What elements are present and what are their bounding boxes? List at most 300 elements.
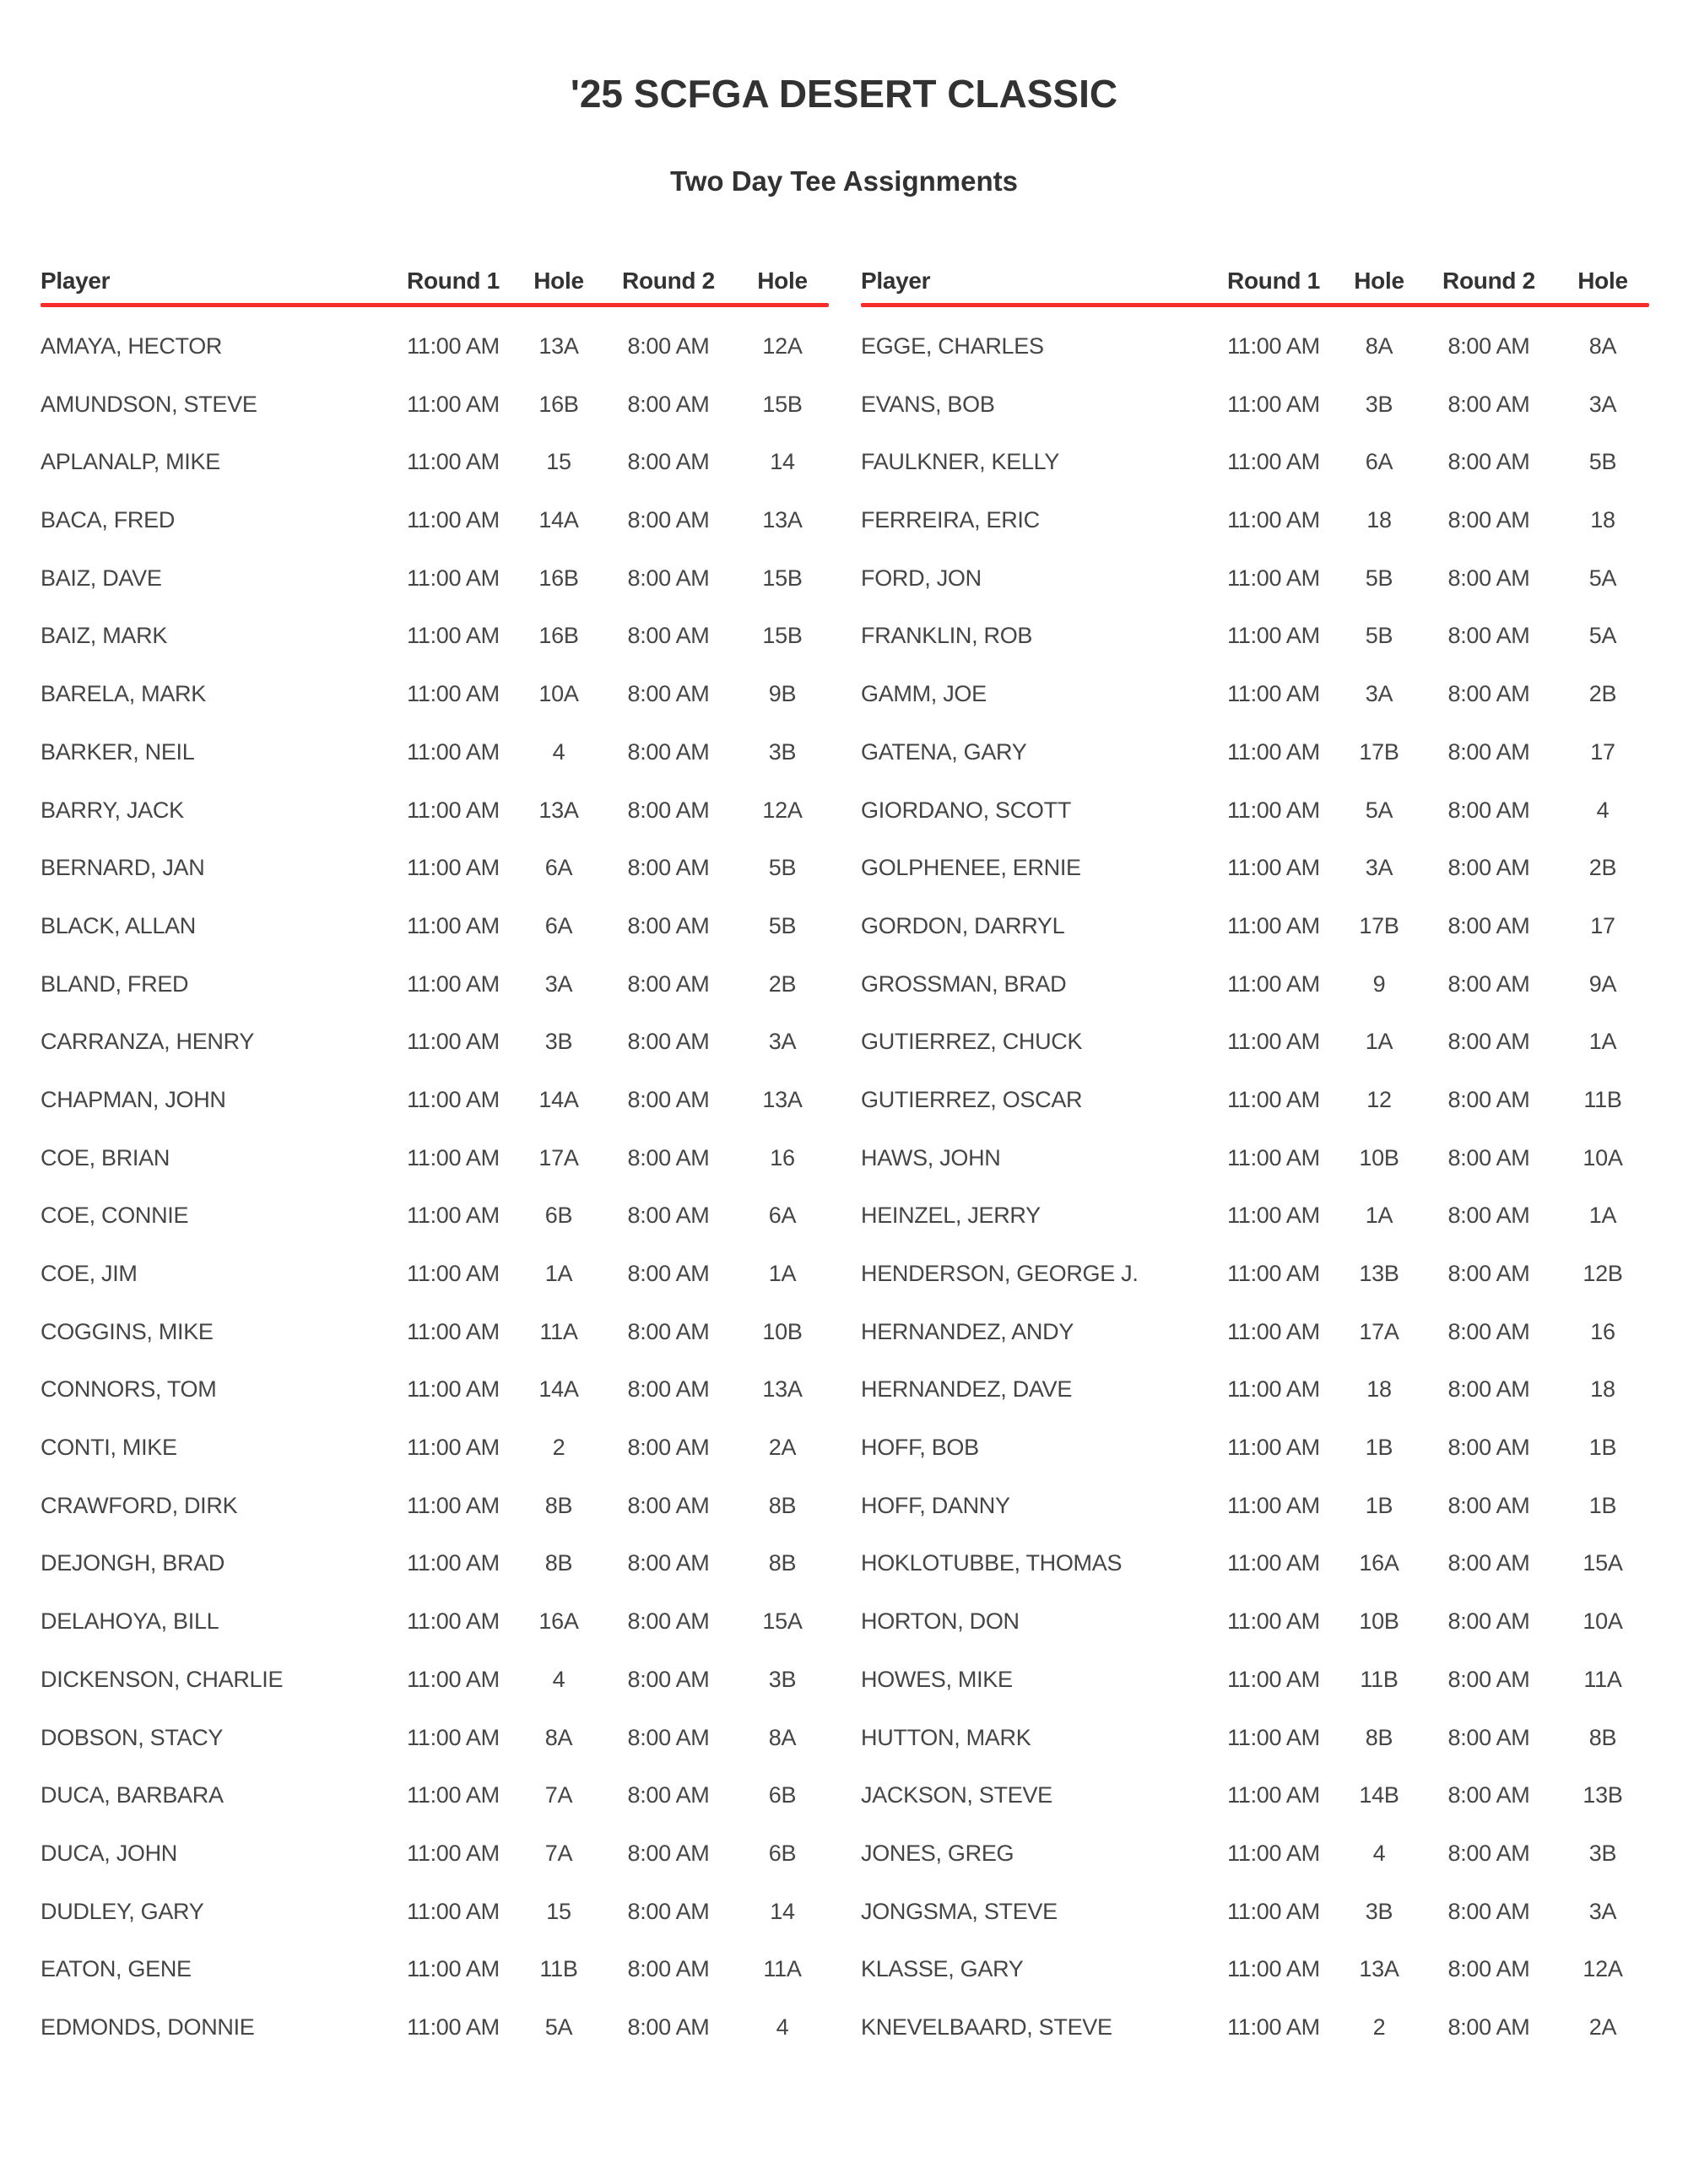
round2-time: 8:00 AM bbox=[1447, 738, 1530, 765]
round1-hole: 13A bbox=[538, 797, 579, 823]
left-table-header bbox=[41, 268, 829, 295]
round1-time: 11:00 AM bbox=[1227, 391, 1320, 417]
round2-hole: 3B bbox=[768, 1666, 797, 1692]
round1-hole: 2 bbox=[552, 1435, 565, 1461]
round2-hole: 11A bbox=[763, 1956, 802, 1982]
table-row bbox=[861, 317, 1649, 376]
header-hole2: Hole bbox=[757, 268, 808, 294]
round1-hole: 14A bbox=[538, 1376, 579, 1403]
round2-hole: 2A bbox=[768, 1435, 797, 1461]
round2-time: 8:00 AM bbox=[627, 738, 710, 765]
round2-hole: 8A bbox=[1588, 333, 1617, 359]
header-hole1: Hole bbox=[533, 268, 584, 294]
round1-hole: 5A bbox=[1365, 797, 1393, 823]
player-name: GAMM, JOE bbox=[861, 681, 987, 707]
round2-time: 8:00 AM bbox=[1447, 1144, 1530, 1170]
player-name: GIORDANO, SCOTT bbox=[861, 797, 1072, 823]
round2-time: 8:00 AM bbox=[627, 2014, 710, 2040]
round1-hole: 11B bbox=[539, 1956, 578, 1982]
round2-hole: 8A bbox=[768, 1724, 797, 1750]
player-name: HERNANDEZ, ANDY bbox=[861, 1318, 1074, 1344]
round2-hole: 18 bbox=[1590, 507, 1615, 533]
round1-hole: 16B bbox=[538, 565, 579, 591]
table-row bbox=[41, 1187, 829, 1246]
table-row bbox=[861, 491, 1649, 549]
round1-hole: 13A bbox=[1359, 1956, 1399, 1982]
round2-hole: 6B bbox=[768, 1840, 797, 1866]
table-row bbox=[41, 723, 829, 781]
round2-time: 8:00 AM bbox=[627, 797, 710, 823]
round1-hole: 3A bbox=[544, 970, 573, 997]
table-row bbox=[41, 1883, 829, 1941]
round1-time: 11:00 AM bbox=[1227, 1086, 1320, 1112]
table-row bbox=[861, 1477, 1649, 1535]
round1-time: 11:00 AM bbox=[1227, 333, 1320, 359]
round2-hole: 9B bbox=[768, 681, 797, 707]
round2-time: 8:00 AM bbox=[627, 507, 710, 533]
round1-time: 11:00 AM bbox=[407, 565, 500, 591]
round2-hole: 13A bbox=[762, 507, 803, 533]
table-row bbox=[41, 1998, 829, 2057]
round2-time: 8:00 AM bbox=[1447, 565, 1530, 591]
player-name: EDMONDS, DONNIE bbox=[41, 2014, 255, 2040]
player-name: DOBSON, STACY bbox=[41, 1724, 224, 1750]
player-name: GUTIERREZ, CHUCK bbox=[861, 1029, 1083, 1055]
table-row bbox=[861, 1013, 1649, 1071]
round2-time: 8:00 AM bbox=[627, 1782, 710, 1808]
round2-hole: 10A bbox=[1582, 1144, 1623, 1170]
table-row bbox=[861, 1709, 1649, 1767]
header-round2: Round 2 bbox=[622, 268, 715, 294]
player-name: BACA, FRED bbox=[41, 507, 176, 533]
round1-time: 11:00 AM bbox=[407, 1144, 500, 1170]
round1-hole: 13A bbox=[538, 333, 579, 359]
round1-time: 11:00 AM bbox=[407, 1029, 500, 1055]
round1-time: 11:00 AM bbox=[1227, 1956, 1320, 1982]
round1-hole: 8B bbox=[544, 1492, 573, 1518]
round1-hole: 4 bbox=[552, 738, 565, 765]
round1-time: 11:00 AM bbox=[407, 1492, 500, 1518]
round1-time: 11:00 AM bbox=[1227, 970, 1320, 997]
table-row bbox=[41, 1071, 829, 1129]
table-row bbox=[861, 608, 1649, 666]
round2-hole: 8B bbox=[768, 1550, 797, 1576]
player-name: HOFF, BOB bbox=[861, 1435, 979, 1461]
table-row bbox=[41, 955, 829, 1014]
table-row bbox=[861, 1419, 1649, 1477]
table-row bbox=[41, 549, 829, 608]
player-name: GROSSMAN, BRAD bbox=[861, 970, 1067, 997]
player-name: HENDERSON, GEORGE J. bbox=[861, 1261, 1139, 1287]
round2-hole: 13B bbox=[1582, 1782, 1623, 1808]
player-name: BAIZ, MARK bbox=[41, 623, 168, 649]
round1-hole: 7A bbox=[544, 1782, 573, 1808]
round2-hole: 8B bbox=[1588, 1724, 1617, 1750]
round2-time: 8:00 AM bbox=[627, 1724, 710, 1750]
player-name: HEINZEL, JERRY bbox=[861, 1203, 1041, 1229]
player-name: BLAND, FRED bbox=[41, 970, 189, 997]
header-hole2: Hole bbox=[1577, 268, 1628, 294]
table-row bbox=[41, 1419, 829, 1477]
player-name: KNEVELBAARD, STEVE bbox=[861, 2014, 1112, 2040]
player-name: EVANS, BOB bbox=[861, 391, 995, 417]
round2-hole: 2B bbox=[768, 970, 797, 997]
round1-hole: 11A bbox=[539, 1318, 578, 1344]
table-row bbox=[861, 1592, 1649, 1651]
round1-time: 11:00 AM bbox=[407, 970, 500, 997]
round1-hole: 7A bbox=[544, 1840, 573, 1866]
round2-time: 8:00 AM bbox=[627, 912, 710, 938]
table-row bbox=[861, 1129, 1649, 1187]
round2-hole: 18 bbox=[1590, 1376, 1615, 1403]
table-row bbox=[861, 1245, 1649, 1303]
player-name: DUCA, BARBARA bbox=[41, 1782, 224, 1808]
round2-hole: 17 bbox=[1590, 912, 1615, 938]
header-round2: Round 2 bbox=[1442, 268, 1535, 294]
round1-time: 11:00 AM bbox=[407, 1376, 500, 1403]
player-name: HERNANDEZ, DAVE bbox=[861, 1376, 1073, 1403]
round2-hole: 3A bbox=[1588, 391, 1617, 417]
round2-hole: 13A bbox=[762, 1086, 803, 1112]
round1-time: 11:00 AM bbox=[407, 1261, 500, 1287]
round1-hole: 6A bbox=[544, 912, 573, 938]
round1-time: 11:00 AM bbox=[1227, 1203, 1320, 1229]
round2-hole: 12B bbox=[1582, 1261, 1623, 1287]
round1-time: 11:00 AM bbox=[407, 1724, 500, 1750]
round2-hole: 1B bbox=[1588, 1435, 1617, 1461]
round1-time: 11:00 AM bbox=[407, 449, 500, 475]
round1-hole: 10B bbox=[1359, 1608, 1399, 1635]
round1-hole: 6A bbox=[544, 855, 573, 881]
table-row bbox=[41, 491, 829, 549]
round1-time: 11:00 AM bbox=[407, 333, 500, 359]
player-name: BARKER, NEIL bbox=[41, 738, 195, 765]
round2-hole: 14 bbox=[770, 449, 795, 475]
round2-hole: 8B bbox=[768, 1492, 797, 1518]
table-row bbox=[41, 1825, 829, 1883]
round1-hole: 1B bbox=[1365, 1435, 1393, 1461]
player-name: CARRANZA, HENRY bbox=[41, 1029, 255, 1055]
round2-time: 8:00 AM bbox=[1447, 1318, 1530, 1344]
table-row bbox=[861, 1998, 1649, 2057]
round2-time: 8:00 AM bbox=[1447, 1898, 1530, 1924]
round1-time: 11:00 AM bbox=[1227, 1724, 1320, 1750]
round1-time: 11:00 AM bbox=[407, 912, 500, 938]
table-row bbox=[41, 317, 829, 376]
round1-hole: 17B bbox=[1359, 912, 1399, 938]
table-row bbox=[861, 434, 1649, 492]
round1-hole: 17A bbox=[538, 1144, 579, 1170]
round2-time: 8:00 AM bbox=[1447, 970, 1530, 997]
round2-hole: 2B bbox=[1588, 681, 1617, 707]
round2-hole: 3A bbox=[768, 1029, 797, 1055]
player-name: COGGINS, MIKE bbox=[41, 1318, 214, 1344]
table-row bbox=[861, 897, 1649, 955]
round1-time: 11:00 AM bbox=[407, 2014, 500, 2040]
round2-hole: 9A bbox=[1588, 970, 1617, 997]
table-row bbox=[861, 1766, 1649, 1825]
table-row bbox=[861, 1651, 1649, 1709]
round2-hole: 4 bbox=[776, 2014, 789, 2040]
round1-time: 11:00 AM bbox=[407, 681, 500, 707]
round1-hole: 12 bbox=[1366, 1086, 1392, 1112]
round2-time: 8:00 AM bbox=[1447, 1550, 1530, 1576]
round2-hole: 11A bbox=[1583, 1666, 1622, 1692]
round2-hole: 5B bbox=[768, 912, 797, 938]
round1-hole: 1A bbox=[544, 1261, 573, 1287]
round2-time: 8:00 AM bbox=[627, 1898, 710, 1924]
round2-time: 8:00 AM bbox=[627, 681, 710, 707]
round1-time: 11:00 AM bbox=[1227, 1666, 1320, 1692]
round1-hole: 3A bbox=[1365, 681, 1393, 707]
round1-hole: 3B bbox=[1365, 391, 1393, 417]
round1-time: 11:00 AM bbox=[407, 1956, 500, 1982]
table-row bbox=[41, 434, 829, 492]
round1-time: 11:00 AM bbox=[407, 1782, 500, 1808]
player-name: GUTIERREZ, OSCAR bbox=[861, 1086, 1083, 1112]
player-name: KLASSE, GARY bbox=[861, 1956, 1024, 1982]
round1-time: 11:00 AM bbox=[407, 1318, 500, 1344]
round2-time: 8:00 AM bbox=[627, 1840, 710, 1866]
table-row bbox=[41, 1592, 829, 1651]
round1-hole: 6A bbox=[1365, 449, 1393, 475]
round2-time: 8:00 AM bbox=[627, 391, 710, 417]
header-underline bbox=[41, 303, 829, 307]
right-table-rows bbox=[861, 317, 1649, 2057]
round2-time: 8:00 AM bbox=[1447, 1029, 1530, 1055]
round2-time: 8:00 AM bbox=[1447, 855, 1530, 881]
round1-time: 11:00 AM bbox=[1227, 507, 1320, 533]
round2-time: 8:00 AM bbox=[627, 1029, 710, 1055]
round1-hole: 5B bbox=[1365, 623, 1393, 649]
round1-time: 11:00 AM bbox=[407, 1203, 500, 1229]
header-player: Player bbox=[41, 268, 111, 294]
player-name: CONNORS, TOM bbox=[41, 1376, 217, 1403]
table-row bbox=[41, 608, 829, 666]
player-name: FAULKNER, KELLY bbox=[861, 449, 1060, 475]
round2-hole: 4 bbox=[1596, 797, 1610, 823]
player-name: DEJONGH, BRAD bbox=[41, 1550, 225, 1576]
round1-time: 11:00 AM bbox=[1227, 623, 1320, 649]
round1-hole: 5B bbox=[1365, 565, 1393, 591]
round1-hole: 8B bbox=[544, 1550, 573, 1576]
table-row bbox=[861, 376, 1649, 434]
round2-time: 8:00 AM bbox=[1447, 1376, 1530, 1403]
table-row bbox=[41, 1361, 829, 1419]
round1-time: 11:00 AM bbox=[407, 1435, 500, 1461]
round2-time: 8:00 AM bbox=[627, 1376, 710, 1403]
round1-time: 11:00 AM bbox=[1227, 1782, 1320, 1808]
table-row bbox=[861, 955, 1649, 1014]
player-name: COE, CONNIE bbox=[41, 1203, 189, 1229]
round1-hole: 6B bbox=[544, 1203, 573, 1229]
table-row bbox=[41, 1535, 829, 1593]
round2-hole: 11B bbox=[1583, 1086, 1622, 1112]
round2-hole: 2A bbox=[1588, 2014, 1617, 2040]
round2-hole: 2B bbox=[1588, 855, 1617, 881]
header-round1: Round 1 bbox=[1227, 268, 1320, 294]
round2-hole: 15A bbox=[762, 1608, 803, 1635]
player-name: CRAWFORD, DIRK bbox=[41, 1492, 238, 1518]
round2-hole: 1A bbox=[1588, 1203, 1617, 1229]
table-row bbox=[41, 1013, 829, 1071]
header-hole1: Hole bbox=[1354, 268, 1404, 294]
round2-hole: 3B bbox=[1588, 1840, 1617, 1866]
player-name: FORD, JON bbox=[861, 565, 982, 591]
header-player: Player bbox=[861, 268, 931, 294]
left-table-rows bbox=[41, 317, 829, 2057]
round1-hole: 8A bbox=[1365, 333, 1393, 359]
round2-time: 8:00 AM bbox=[627, 1144, 710, 1170]
player-name: BAIZ, DAVE bbox=[41, 565, 162, 591]
table-row bbox=[41, 1245, 829, 1303]
round2-time: 8:00 AM bbox=[627, 1550, 710, 1576]
round1-time: 11:00 AM bbox=[1227, 1144, 1320, 1170]
round1-hole: 10B bbox=[1359, 1144, 1399, 1170]
player-name: DICKENSON, CHARLIE bbox=[41, 1666, 284, 1692]
player-name: AMUNDSON, STEVE bbox=[41, 391, 257, 417]
table-row bbox=[41, 1129, 829, 1187]
player-name: HUTTON, MARK bbox=[861, 1724, 1031, 1750]
round1-time: 11:00 AM bbox=[1227, 1029, 1320, 1055]
round2-hole: 16 bbox=[770, 1144, 795, 1170]
player-name: HOFF, DANNY bbox=[861, 1492, 1010, 1518]
player-name: COE, BRIAN bbox=[41, 1144, 170, 1170]
round2-time: 8:00 AM bbox=[1447, 507, 1530, 533]
round1-time: 11:00 AM bbox=[407, 1898, 500, 1924]
player-name: EGGE, CHARLES bbox=[861, 333, 1044, 359]
round2-time: 8:00 AM bbox=[627, 1666, 710, 1692]
round1-hole: 16A bbox=[538, 1608, 579, 1635]
round1-time: 11:00 AM bbox=[1227, 738, 1320, 765]
table-row bbox=[861, 1303, 1649, 1361]
round1-time: 11:00 AM bbox=[407, 855, 500, 881]
round1-hole: 4 bbox=[552, 1666, 565, 1692]
round2-time: 8:00 AM bbox=[627, 565, 710, 591]
round2-time: 8:00 AM bbox=[627, 333, 710, 359]
round1-time: 11:00 AM bbox=[407, 1666, 500, 1692]
player-name: APLANALP, MIKE bbox=[41, 449, 220, 475]
round1-time: 11:00 AM bbox=[1227, 855, 1320, 881]
round1-time: 11:00 AM bbox=[1227, 1435, 1320, 1461]
round2-time: 8:00 AM bbox=[1447, 797, 1530, 823]
round1-time: 11:00 AM bbox=[1227, 1898, 1320, 1924]
left-table bbox=[41, 268, 829, 2057]
round1-hole: 3A bbox=[1365, 855, 1393, 881]
round2-time: 8:00 AM bbox=[1447, 1666, 1530, 1692]
round1-hole: 8A bbox=[544, 1724, 573, 1750]
right-table bbox=[861, 268, 1649, 2057]
round2-time: 8:00 AM bbox=[627, 1608, 710, 1635]
table-row bbox=[861, 723, 1649, 781]
table-row bbox=[41, 376, 829, 434]
round1-time: 11:00 AM bbox=[1227, 565, 1320, 591]
round2-time: 8:00 AM bbox=[1447, 2014, 1530, 2040]
round1-time: 11:00 AM bbox=[1227, 1318, 1320, 1344]
round2-hole: 6A bbox=[768, 1203, 797, 1229]
player-name: EATON, GENE bbox=[41, 1956, 192, 1982]
table-row bbox=[861, 1535, 1649, 1593]
round2-time: 8:00 AM bbox=[1447, 333, 1530, 359]
round2-time: 8:00 AM bbox=[627, 970, 710, 997]
round1-time: 11:00 AM bbox=[1227, 1608, 1320, 1635]
player-name: DELAHOYA, BILL bbox=[41, 1608, 219, 1635]
table-row bbox=[41, 1766, 829, 1825]
player-name: JONGSMA, STEVE bbox=[861, 1898, 1058, 1924]
round1-time: 11:00 AM bbox=[1227, 797, 1320, 823]
round1-time: 11:00 AM bbox=[407, 391, 500, 417]
round1-hole: 9 bbox=[1372, 970, 1386, 997]
round1-time: 11:00 AM bbox=[1227, 1376, 1320, 1403]
player-name: DUDLEY, GARY bbox=[41, 1898, 204, 1924]
table-row bbox=[41, 781, 829, 840]
player-name: DUCA, JOHN bbox=[41, 1840, 178, 1866]
round2-hole: 5A bbox=[1588, 623, 1617, 649]
round2-hole: 5B bbox=[1588, 449, 1617, 475]
round1-time: 11:00 AM bbox=[407, 1086, 500, 1112]
round1-hole: 1B bbox=[1365, 1492, 1393, 1518]
table-row bbox=[861, 839, 1649, 897]
round2-time: 8:00 AM bbox=[1447, 1086, 1530, 1112]
round1-time: 11:00 AM bbox=[1227, 2014, 1320, 2040]
round2-time: 8:00 AM bbox=[1447, 1203, 1530, 1229]
page-title: '25 SCFGA DESERT CLASSIC bbox=[570, 72, 1118, 116]
player-name: HAWS, JOHN bbox=[861, 1144, 1001, 1170]
round2-hole: 15B bbox=[762, 565, 803, 591]
player-name: HOWES, MIKE bbox=[861, 1666, 1013, 1692]
round2-time: 8:00 AM bbox=[627, 1318, 710, 1344]
round1-hole: 17A bbox=[1359, 1318, 1399, 1344]
round1-hole: 8B bbox=[1365, 1724, 1393, 1750]
round1-hole: 3B bbox=[1365, 1898, 1393, 1924]
player-name: HORTON, DON bbox=[861, 1608, 1020, 1635]
table-row bbox=[861, 781, 1649, 840]
round2-time: 8:00 AM bbox=[627, 1435, 710, 1461]
round2-hole: 10B bbox=[762, 1318, 803, 1344]
round2-time: 8:00 AM bbox=[627, 1203, 710, 1229]
round1-time: 11:00 AM bbox=[407, 738, 500, 765]
round1-hole: 18 bbox=[1366, 507, 1392, 533]
table-row bbox=[861, 1825, 1649, 1883]
player-name: GOLPHENEE, ERNIE bbox=[861, 855, 1081, 881]
table-row bbox=[861, 1940, 1649, 1998]
table-row bbox=[861, 1187, 1649, 1246]
round1-hole: 5A bbox=[544, 2014, 573, 2040]
round1-time: 11:00 AM bbox=[407, 797, 500, 823]
round2-hole: 14 bbox=[770, 1898, 795, 1924]
table-row bbox=[41, 1709, 829, 1767]
round1-time: 11:00 AM bbox=[1227, 1492, 1320, 1518]
round2-time: 8:00 AM bbox=[1447, 1956, 1530, 1982]
round2-time: 8:00 AM bbox=[627, 449, 710, 475]
page-subtitle: Two Day Tee Assignments bbox=[670, 165, 1018, 197]
player-name: BERNARD, JAN bbox=[41, 855, 205, 881]
player-name: BARELA, MARK bbox=[41, 681, 206, 707]
round2-hole: 3A bbox=[1588, 1898, 1617, 1924]
round2-time: 8:00 AM bbox=[1447, 1840, 1530, 1866]
round2-time: 8:00 AM bbox=[1447, 1724, 1530, 1750]
round1-time: 11:00 AM bbox=[1227, 681, 1320, 707]
round2-time: 8:00 AM bbox=[1447, 912, 1530, 938]
table-row bbox=[861, 1883, 1649, 1941]
round2-hole: 13A bbox=[762, 1376, 803, 1403]
round1-time: 11:00 AM bbox=[407, 1608, 500, 1635]
round1-hole: 16A bbox=[1359, 1550, 1399, 1576]
round2-hole: 6B bbox=[768, 1782, 797, 1808]
table-row bbox=[41, 1477, 829, 1535]
round1-time: 11:00 AM bbox=[1227, 1550, 1320, 1576]
player-name: JONES, GREG bbox=[861, 1840, 1014, 1866]
